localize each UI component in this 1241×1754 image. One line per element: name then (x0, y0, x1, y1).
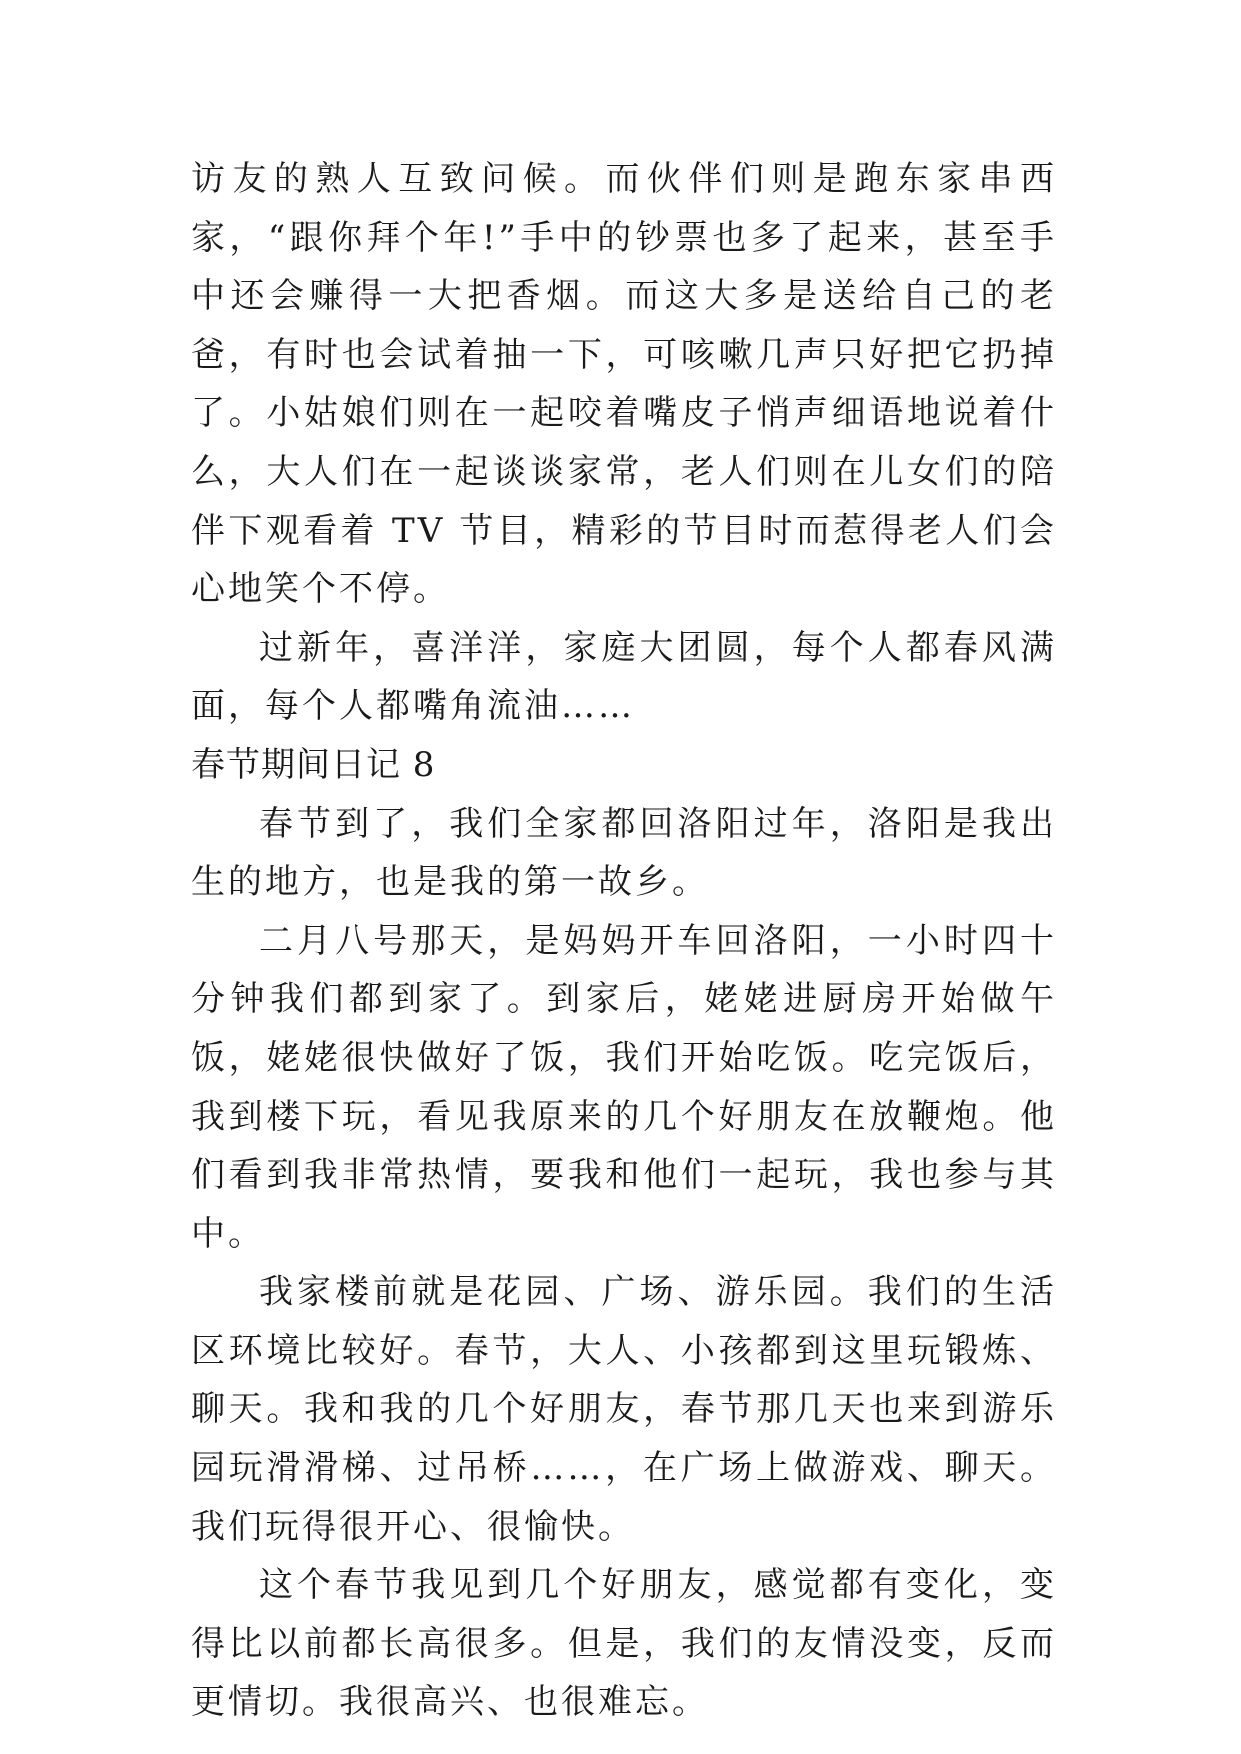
paragraph-6: 这个春节我见到几个好朋友，感觉都有变化，变得比以前都长高很多。但是，我们的友情没变，反而更情切。我很高兴、也很难忘。 (191, 1565, 1057, 1723)
section-title: 春节期间日记 8 (191, 744, 436, 785)
paragraph-1: 访友的熟人互致问候。而伙伴们则是跑东家串西家，“跟你拜个年!”手中的钞票也多了起来，甚至手中还会赚得一大把香烟。而这大多是送给自己的老爸，有时也会试着抽一下，可咳嗽几声只好把它扔掉了。小姑娘们则在一起咬着嘴皮子悄声细语地说着什么，大人们在一起谈谈家常，老人们则在儿女们的陪伴下观看着 TV 节目，精彩的节目时而惹得老人们会心地笑个不停。 (191, 159, 1057, 610)
document-body (191, 150, 1057, 1732)
paragraph-3: 春节到了，我们全家都回洛阳过年，洛阳是我出生的地方，也是我的第一故乡。 (191, 803, 1057, 903)
paragraph-4: 二月八号那天，是妈妈开车回洛阳，一小时四十分钟我们都到家了。到家后，姥姥进厨房开始做午饭，姥姥很快做好了饭，我们开始吃饭。吃完饭后，我到楼下玩，看见我原来的几个好朋友在放鞭炮。他们看到我非常热情，要我和他们一起玩，我也参与其中。 (191, 920, 1057, 1254)
paragraph-2: 过新年，喜洋洋，家庭大团圆，每个人都春风满面，每个人都嘴角流油…… (191, 627, 1057, 727)
paragraph-5: 我家楼前就是花园、广场、游乐园。我们的生活区环境比较好。春节，大人、小孩都到这里玩锻炼、聊天。我和我的几个好朋友，春节那几天也来到游乐园玩滑滑梯、过吊桥……，在广场上做游戏、聊天。我们玩得很开心、很愉快。 (191, 1272, 1057, 1547)
